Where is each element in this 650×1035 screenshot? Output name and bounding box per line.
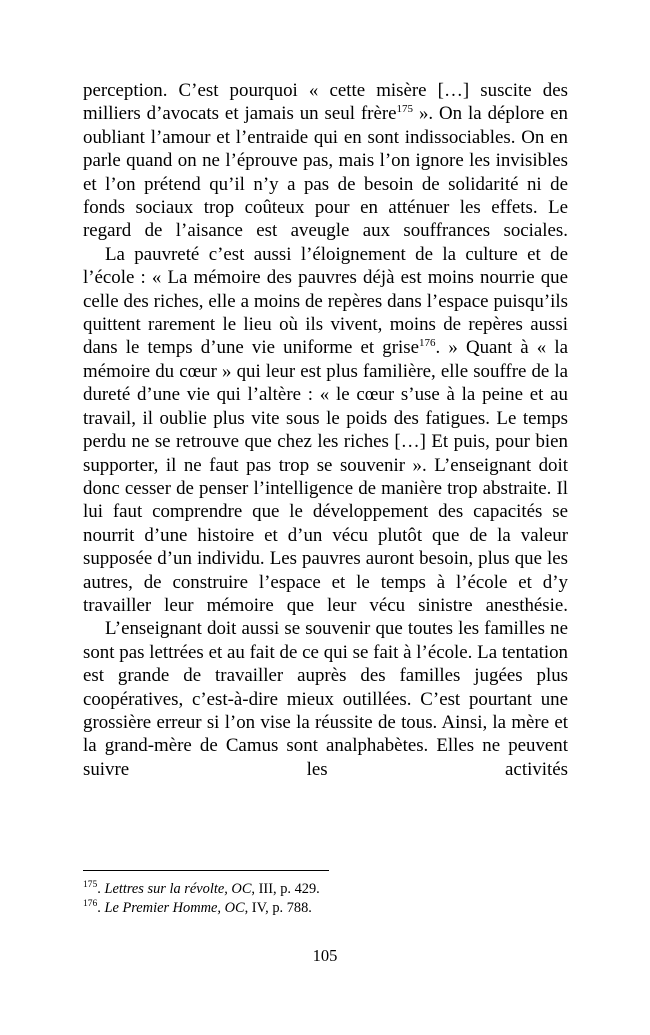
body-text [83, 79, 568, 781]
text-run: ». On la déplore en oubliant l’amour et l’entraide qui en sont indissociables. On en parle quand on ne l’éprouve pas, mais l’on ignore les invisibles et l’on prétend qu’il n’y a pas de besoin de solidarité ni de fonds sociaux trop coûteux pour en atténuer les effets. Le regard de l’aisance est aveugle aux souffrances sociales. [83, 103, 568, 242]
text-run: . » Quant à « la mémoire du cœur » qui leur est plus familière, elle souffre de la dureté d’une vie qui l’altère : « le cœur s’use à la peine et au travail, il oublie plus vite sous le poids des fatigues. Le temps perdu ne se retrouve que chez les riches […] Et puis, pour bien supporter, il ne faut pas trop se souvenir ». L’enseignant doit donc cesser de penser l’intelligence de manière trop abstraite. Il lui faut comprendre que le développement des capacités se nourrit d’une histoire et d’un vécu plutôt que de la valeur supposée d’un individu. Les pauvres auront besoin, plus que les autres, de construire l’espace et le temps à l’école et d’y travailler leur mémoire que leur vécu sinistre anesthésie. [83, 337, 568, 616]
text-run: La pauvreté c’est aussi l’éloignement de la culture et de l’école : « La mémoire des pauvres déjà est moins nourrie que celle des riches, elle a moins de repères dans l’espace puisqu’ils quittent rarement le lieu où ils vivent, moins de repères aussi dans le temps d’une vie uniforme et grise [83, 243, 568, 359]
footnote [83, 880, 568, 899]
paragraph [83, 79, 568, 243]
footnote-rule [83, 870, 329, 871]
footnotes [83, 880, 568, 917]
footnote-title: Lettres sur la révolte, OC [104, 881, 252, 897]
footnote-sep: . [97, 881, 105, 897]
footnote-number: 175 [83, 880, 98, 890]
footnote-sep: . [97, 899, 105, 916]
page-number: 105 [312, 946, 338, 965]
footnote-number: 176 [83, 898, 98, 909]
text-run: L’enseignant doit aussi se souvenir que toutes les familles ne sont pas lettrées et au fait de ce qui se fait à l’école. La tentation est grande de travailler auprès des familles jugées plus coopératives, c’est-à-dire mieux outillées. C’est pourtant une grossière erreur si l’on vise la réussite de tous. Ainsi, la mère et la grand-mère de Camus sont analphabètes. Elles ne peuvent suivre les activités [83, 618, 568, 780]
footnote-title: Le Premier Homme, OC [104, 899, 245, 916]
footnote [83, 899, 568, 918]
paragraph [83, 243, 568, 618]
text-run: perception. C’est pourquoi « cette misère […] suscite des milliers d’avocats et jamais un seul frère [83, 80, 568, 125]
footnote-ref: 175 [396, 103, 414, 116]
paragraph [83, 617, 568, 781]
footnote-ref-text: , III, p. 429. [251, 881, 320, 897]
footnote-ref-text: , IV, p. 788. [244, 899, 312, 916]
footnote-ref: 176 [419, 337, 436, 350]
